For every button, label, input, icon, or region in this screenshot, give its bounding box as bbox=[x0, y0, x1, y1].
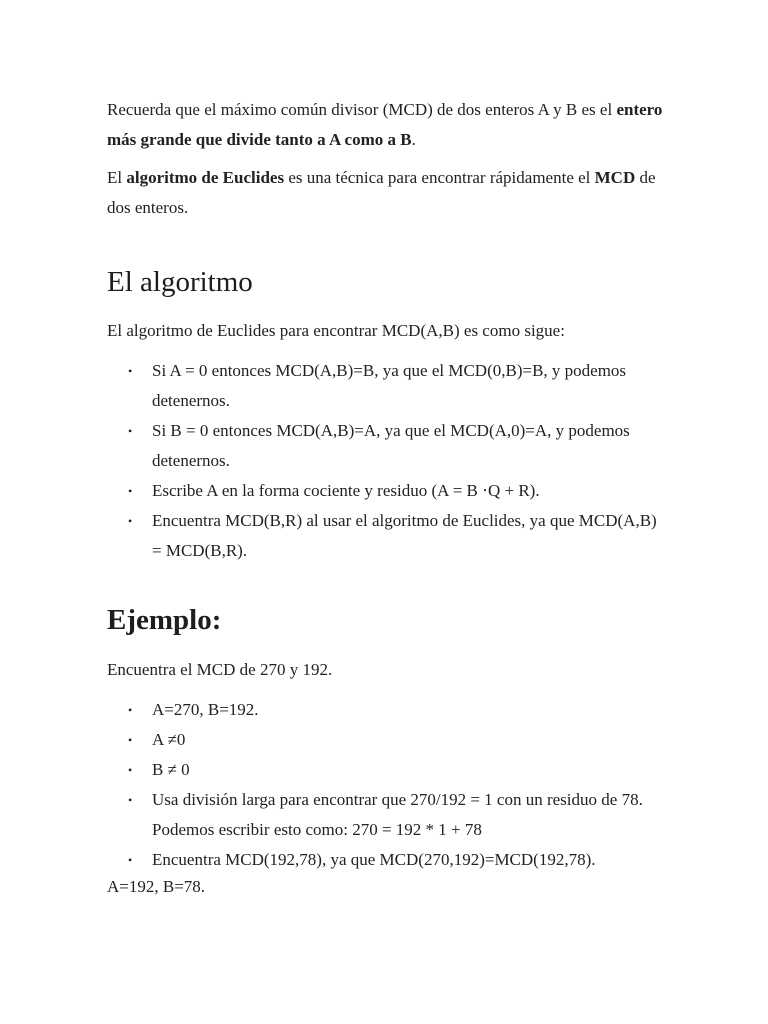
intro-paragraph-euclides bbox=[107, 163, 667, 223]
algoritmo-steps-list bbox=[107, 356, 667, 566]
bullet-icon: • bbox=[128, 484, 133, 498]
list-item bbox=[107, 725, 667, 755]
intro-bold-mcd: MCD bbox=[594, 168, 636, 187]
ejemplo-steps-list bbox=[107, 695, 667, 875]
algoritmo-lead: El algoritmo de Euclides para encontrar MCD(A,B) es como sigue: bbox=[107, 321, 565, 340]
list-item-text: A=270, B=192. bbox=[152, 700, 259, 719]
list-item bbox=[107, 845, 667, 875]
intro-text-end: . bbox=[411, 130, 416, 149]
ejemplo-lead: Encuentra el MCD de 270 y 192. bbox=[107, 660, 333, 679]
intro-bold-algoritmo: algoritmo de Euclides bbox=[126, 168, 285, 187]
bullet-icon: • bbox=[128, 424, 133, 438]
list-item-text: Encuentra MCD(192,78), ya que MCD(270,192)=MCD(192,78). bbox=[152, 850, 596, 869]
bullet-icon: • bbox=[128, 733, 133, 747]
list-item-text: Escribe A en la forma cociente y residuo (A = B ⋅Q + R). bbox=[152, 481, 540, 500]
list-item bbox=[107, 506, 667, 566]
list-item bbox=[107, 755, 667, 785]
ejemplo-result-line: A=192, B=78. bbox=[107, 877, 206, 896]
list-item-text: B ≠ 0 bbox=[152, 760, 190, 779]
section-heading-algoritmo: El algoritmo bbox=[107, 266, 253, 298]
bullet-icon: • bbox=[128, 364, 133, 378]
list-item bbox=[107, 416, 667, 476]
list-item-text: Si A = 0 entonces MCD(A,B)=B, ya que el MCD(0,B)=B, y podemos detenernos. bbox=[152, 361, 627, 410]
list-item-text: Encuentra MCD(B,R) al usar el algoritmo de Euclides, ya que MCD(A,B) = MCD(B,R). bbox=[152, 511, 657, 560]
intro-paragraph-mcd bbox=[107, 95, 667, 155]
intro-bold-definition: entero más grande que divide tanto a A como a B bbox=[107, 100, 663, 149]
bullet-icon: • bbox=[128, 514, 133, 528]
list-item bbox=[107, 476, 667, 506]
intro-text-end: de dos enteros. bbox=[107, 168, 656, 217]
intro-text: El bbox=[107, 168, 127, 187]
section-heading-ejemplo: Ejemplo: bbox=[107, 604, 222, 636]
list-item-text: A ≠0 bbox=[152, 730, 186, 749]
list-item bbox=[107, 785, 667, 845]
bullet-icon: • bbox=[128, 793, 133, 807]
bullet-icon: • bbox=[128, 853, 133, 867]
intro-text: Recuerda que el máximo común divisor (MCD) de dos enteros A y B es el bbox=[107, 100, 617, 119]
intro-text: es una técnica para encontrar rápidamente el bbox=[284, 168, 595, 187]
list-item-text: Si B = 0 entonces MCD(A,B)=A, ya que el MCD(A,0)=A, y podemos detenernos. bbox=[152, 421, 630, 470]
list-item-text: Usa división larga para encontrar que 270/192 = 1 con un residuo de 78. Podemos escribir esto como: 270 = 192 * 1 + 78 bbox=[152, 790, 643, 839]
list-item bbox=[107, 356, 667, 416]
list-item bbox=[107, 695, 667, 725]
bullet-icon: • bbox=[128, 703, 133, 717]
bullet-icon: • bbox=[128, 763, 133, 777]
